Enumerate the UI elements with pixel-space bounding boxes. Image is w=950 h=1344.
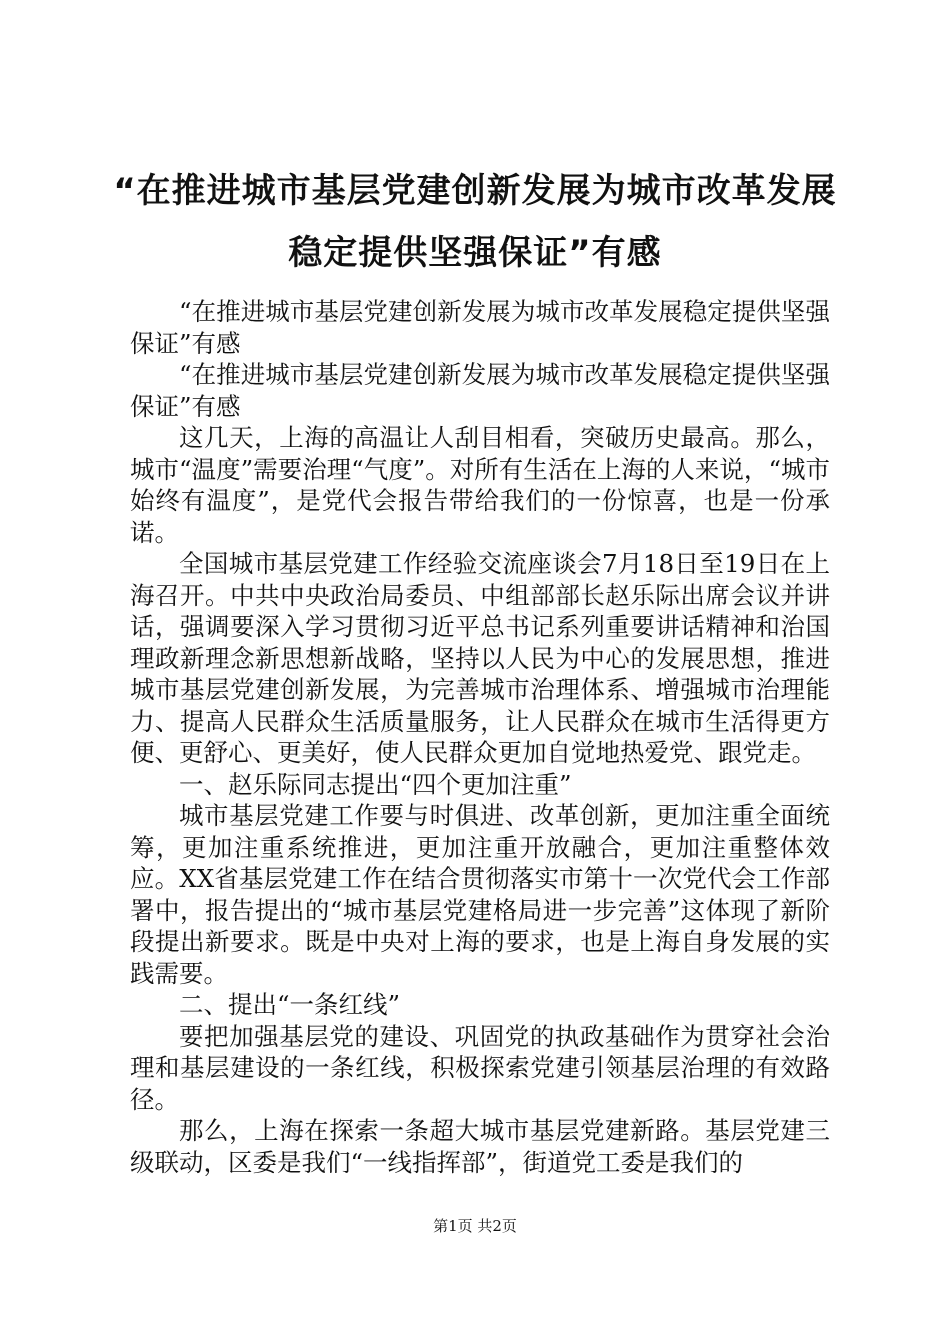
section-heading-2: 二、提出“一条红线”: [179, 990, 401, 1019]
paragraph-shanghai: 那么，上海在探索一条超大城市基层党建新路。基层党建三级联动，区委是我们“一线指挥部”，街道党工委是我们的: [130, 1116, 830, 1177]
section-heading-1: 一、赵乐际同志提出“四个更加注重”: [179, 769, 572, 799]
page-number-footer: 第1页 共2页: [433, 1217, 517, 1235]
paragraph-intro: 这几天，上海的高温让人刮目相看，突破历史最高。那么，城市“温度”需要治理“气度”。对所有生活在上海的人来说，“城市始终有温度”，是党代会报告带给我们的一份惊喜，也是一份承诺。: [130, 423, 830, 547]
paragraph-section-2: 要把加强基层党的建设、巩固党的执政基础作为贯穿社会治理和基层建设的一条红线，积极探索党建引领基层治理的有效路径。: [130, 1021, 830, 1114]
document-title: “在推进城市基层党建创新发展为城市改革发展稳定提供坚强保证”有感: [113, 171, 837, 273]
document-body: [130, 296, 830, 1178]
paragraph-repeated-title-2: “在推进城市基层党建创新发展为城市改革发展稳定提供坚强保证”有感: [130, 360, 830, 421]
paragraph-section-1: 城市基层党建工作要与时俱进、改革创新，更加注重全面统筹，更加注重系统推进，更加注重开放融合，更加注重整体效应。XX省基层党建工作在结合贯彻落实市第十一次党代会工作部署中，报告提出的“城市基层党建格局进一步完善”这体现了新阶段提出新要求。既是中央对上海的要求，也是上海自身发展的实践需要。: [130, 801, 830, 988]
paragraph-conference: 全国城市基层党建工作经验交流座谈会7月18日至19日在上海召开。中共中央政治局委员、中组部部长赵乐际出席会议并讲话，强调要深入学习贯彻习近平总书记系列重要讲话精神和治国理政新理念新思想新战略，坚持以人民为中心的发展思想，推进城市基层党建创新发展，为完善城市治理体系、增强城市治理能力、提高人民群众生活质量服务，让人民群众在城市生活得更方便、更舒心、更美好，使人民群众更加自觉地热爱党、跟党走。: [130, 549, 830, 767]
paragraph-repeated-title-1: “在推进城市基层党建创新发展为城市改革发展稳定提供坚强保证”有感: [130, 297, 830, 358]
